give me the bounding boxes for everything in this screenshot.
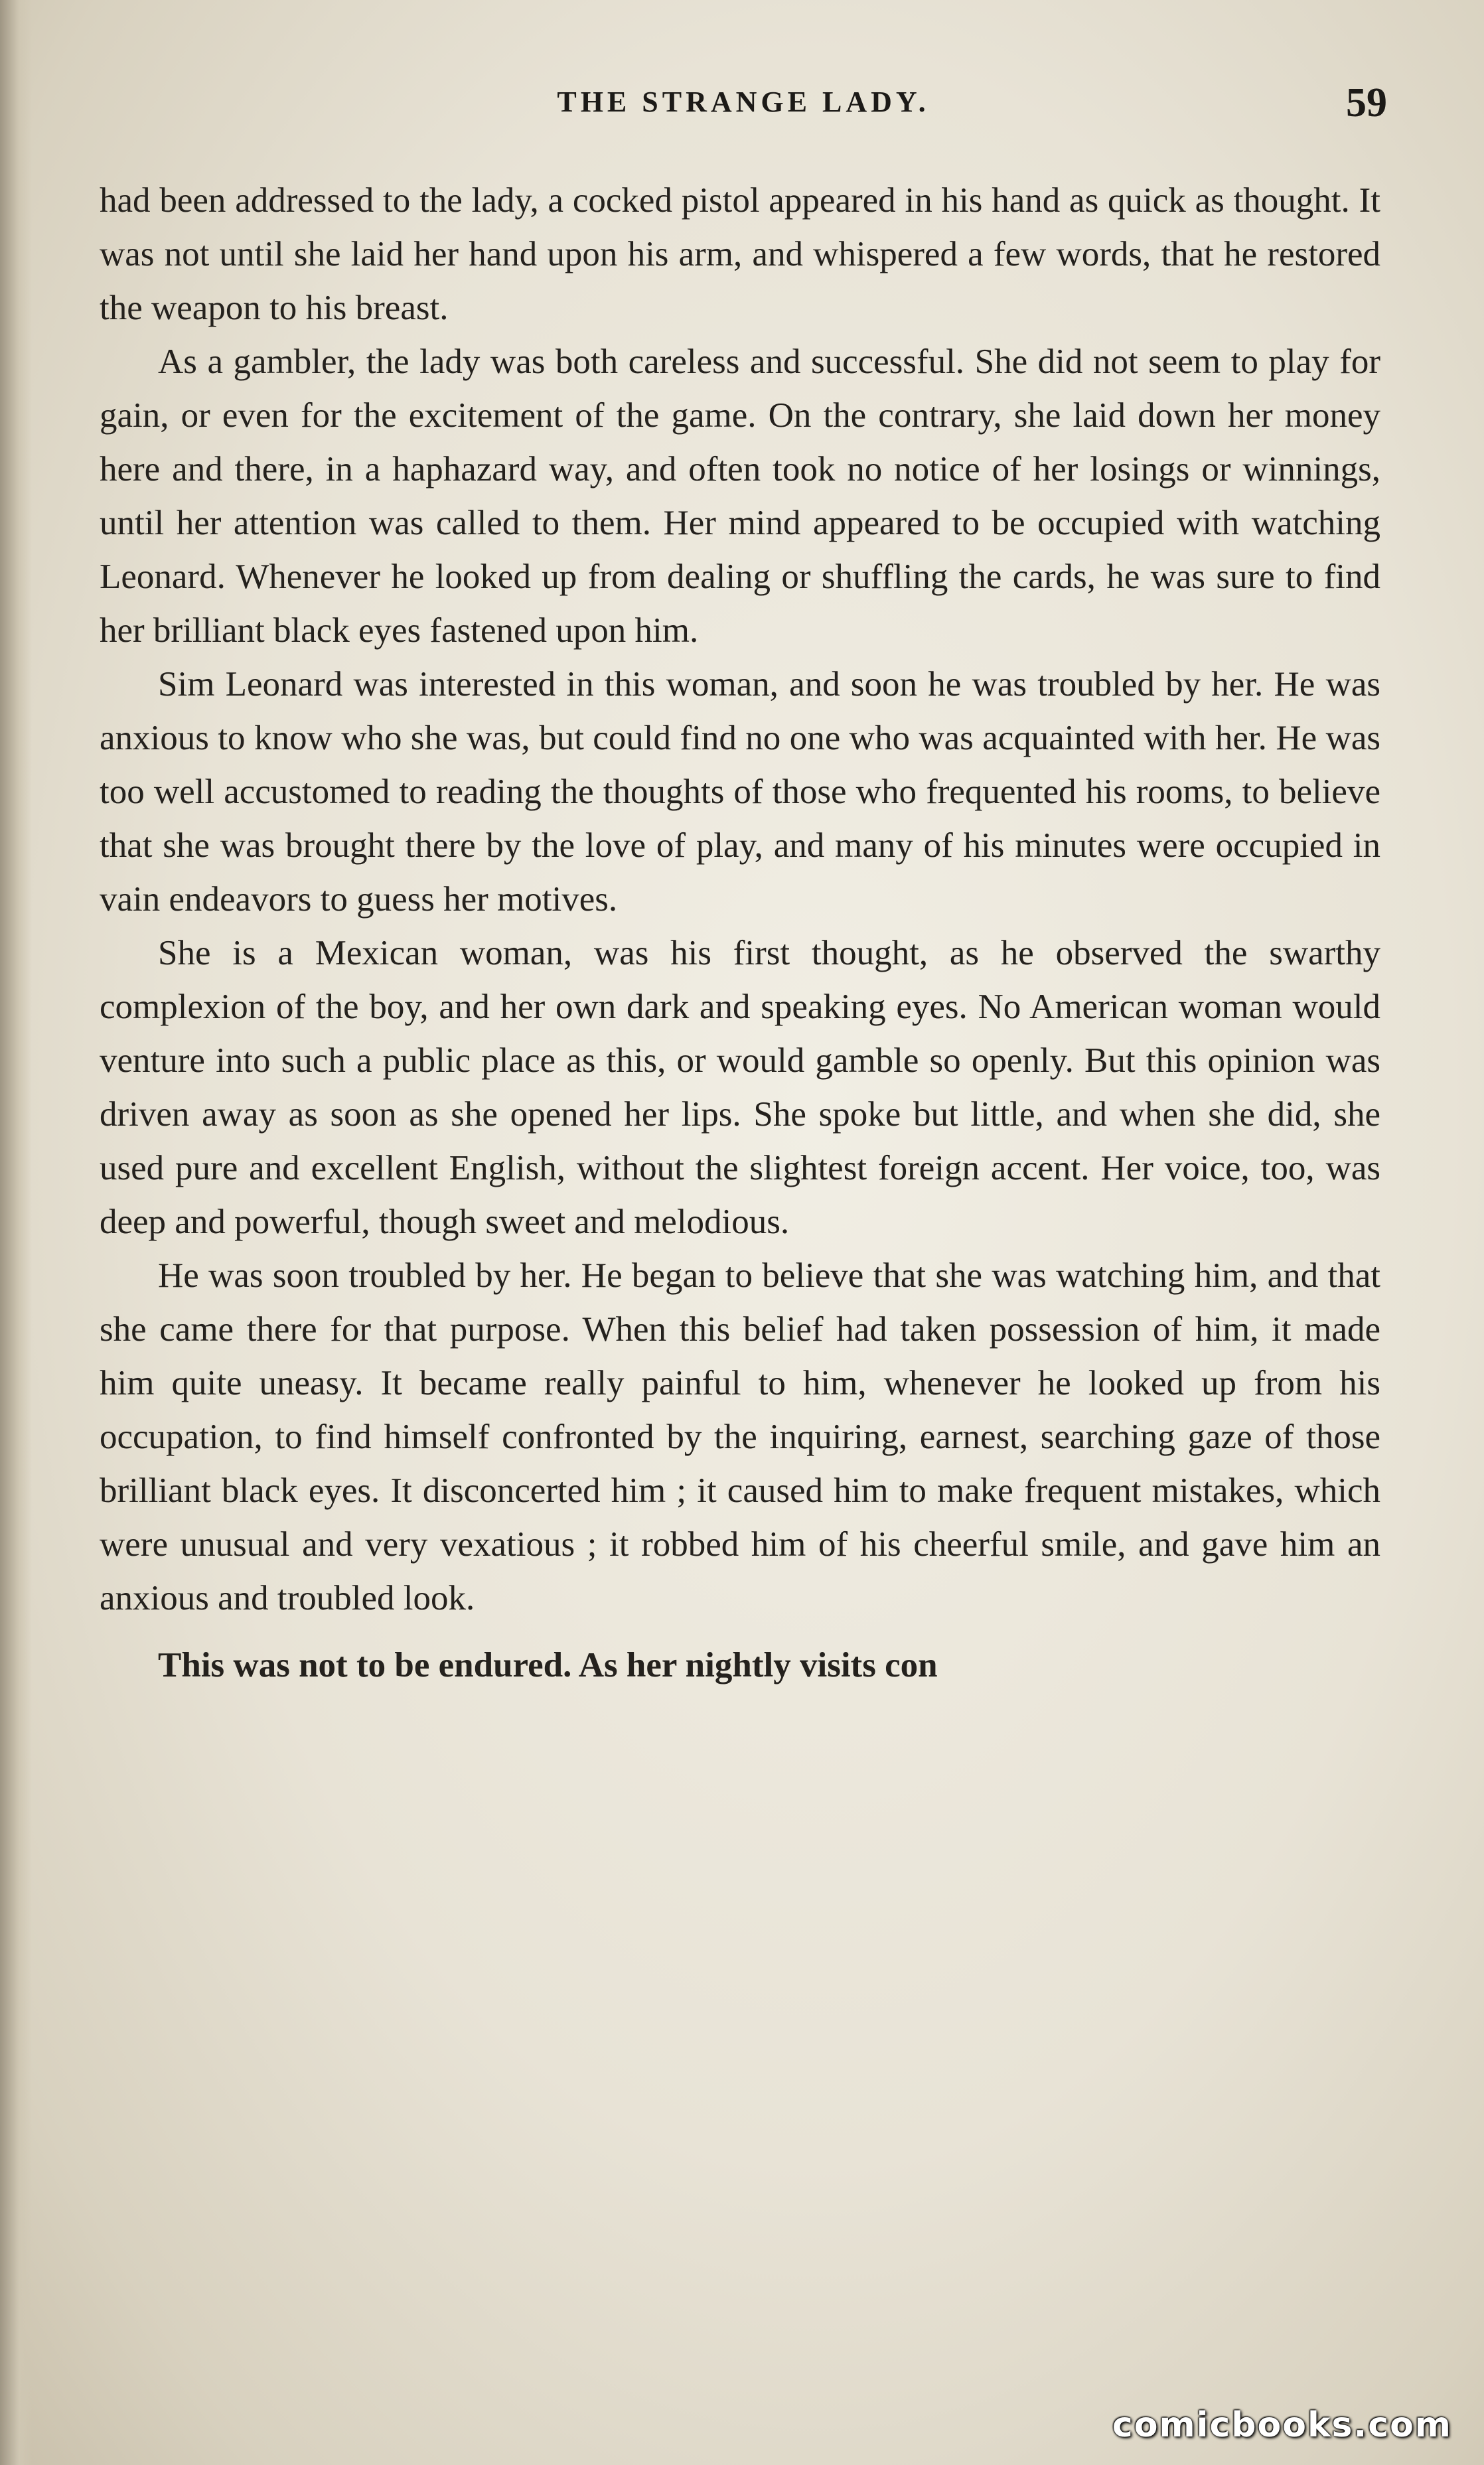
page-header — [100, 80, 1387, 138]
paragraph-3: Sim Leonard was interested in this woman, and soon he was troubled by her. He was anxious to know who she was, but could find no one who was acquainted with her. He was too well accustomed to reading the thoughts of those who frequented his rooms, to believe that she was brought there by the love of play, and many of his minutes were occupied in vain endeavors to guess her motives. — [100, 665, 1380, 919]
body-text — [100, 174, 1380, 1692]
paragraph-2: As a gambler, the lady was both careless and successful. She did not seem to play for gain, or even for the excitement of the game. On the contrary, she laid down her money here and there, in a haphazard way, and often took no notice of her losings or winnings, until her attention was called to them. Her mind appeared to be occupied with watching Leonard. Whenever he looked up from dealing or shuffling the cards, he was sure to find her brilliant black eyes fastened upon him. — [100, 342, 1380, 650]
paragraph-6: This was not to be endured. As her nightly visits con — [158, 1646, 938, 1684]
running-head: THE STRANGE LADY. — [557, 86, 930, 118]
page-binding-shadow — [0, 0, 32, 2465]
site-watermark: comicbooks.com — [1112, 2405, 1452, 2445]
paragraph-4: She is a Mexican woman, was his first thought, as he observed the swarthy complexion of the boy, and her own dark and speaking eyes. No American woman would venture into such a public place as this, or would gamble so openly. But this opinion was driven away as soon as she opened her lips. She spoke but little, and when she did, she used pure and excellent English, without the slightest foreign accent. Her voice, too, was deep and powerful, though sweet and melodious. — [100, 934, 1380, 1241]
paragraph-5: He was soon troubled by her. He began to believe that she was watching him, and that she came there for that purpose. When this belief had taken possession of him, it made him quite uneasy. It became really painful to him, whenever he looked up from his occupation, to find himself confronted by the inquiring, earnest, searching gaze of those brilliant black eyes. It disconcerted him ; it caused him to make frequent mistakes, which were unusual and very vexatious ; it robbed him of his cheerful smile, and gave him an anxious and troubled look. — [100, 1256, 1380, 1617]
page-number: 59 — [1346, 80, 1387, 125]
paragraph-1: had been addressed to the lady, a cocked pistol appeared in his hand as quick as thought. It was not until she laid her hand upon his arm, and whispered a few words, that he restored the weapon to his breast. — [100, 181, 1380, 327]
